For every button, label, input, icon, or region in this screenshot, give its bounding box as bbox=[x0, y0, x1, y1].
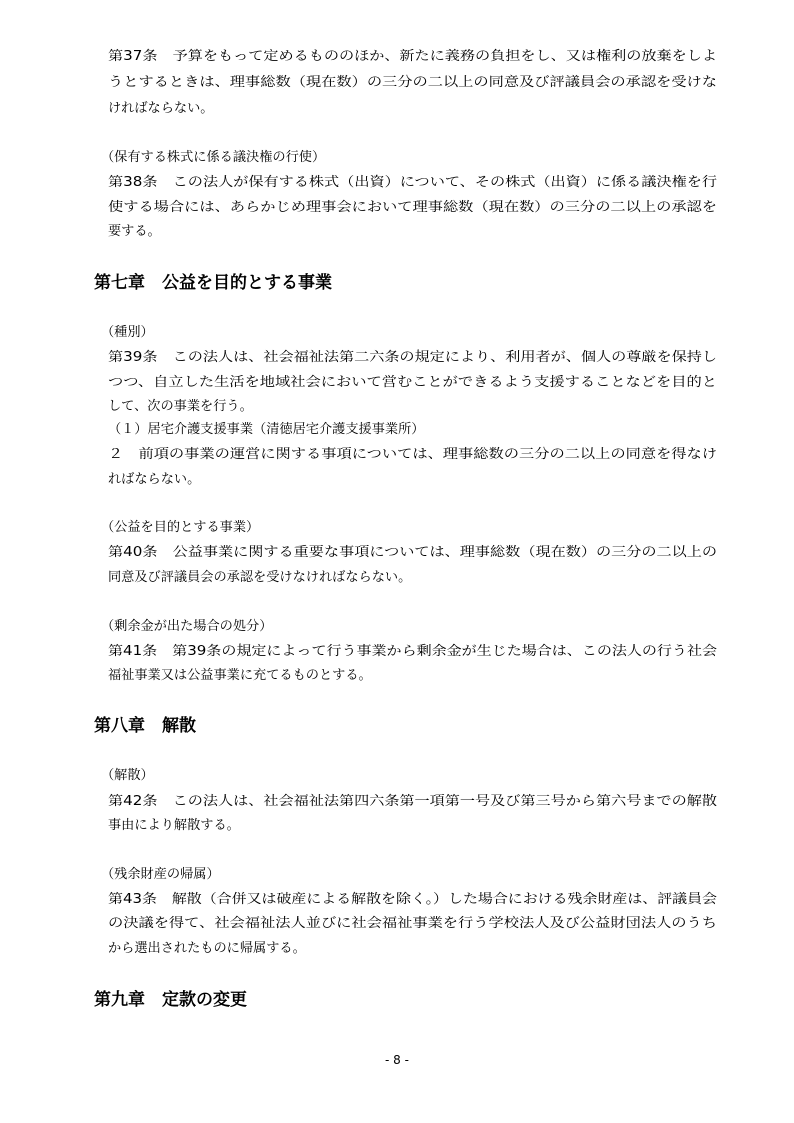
section-heading-voting-rights: （保有する株式に係る議決権の行使） bbox=[101, 150, 326, 165]
article-41-line-1: 第41条 第39条の規定によって行う事業から剰余金が生じた場合は、この法人の行う社会 bbox=[108, 644, 717, 659]
article-37-line-3: ければならない。 bbox=[108, 101, 214, 116]
article-39-line-3: して、次の事業を行う。 bbox=[108, 399, 253, 414]
chapter-7-title: 第七章 公益を目的とする事業 bbox=[94, 273, 332, 293]
section-heading-residual-assets: （残余財産の帰属） bbox=[101, 867, 220, 882]
article-38-line-3: 要する。 bbox=[108, 224, 161, 239]
article-39-item-1: （１）居宅介護支援事業（清徳居宅介護支援事業所） bbox=[108, 422, 425, 437]
article-39-line-1: 第39条 この法人は、社会福祉法第二六条の規定により、利用者が、個人の尊厳を保持し bbox=[108, 350, 717, 365]
article-39-line-2: つつ、自立した生活を地域社会において営むことができるよう支援することなどを目的と bbox=[108, 375, 717, 390]
article-40-line-2: 同意及び評議員会の承認を受けなければならない。 bbox=[108, 570, 412, 585]
article-43-line-3: から選出されたものに帰属する。 bbox=[108, 941, 306, 956]
article-42-line-1: 第42条 この法人は、社会福祉法第四六条第一項第一号及び第三号から第六号までの解散 bbox=[108, 794, 717, 809]
article-40-line-1: 第40条 公益事業に関する重要な事項については、理事総数（現在数）の三分の二以上の bbox=[108, 545, 717, 560]
page-number: - 8 - bbox=[385, 1053, 409, 1067]
chapter-9-title: 第九章 定款の変更 bbox=[94, 990, 247, 1010]
article-43-line-2: の決議を得て、社会福祉法人並びに社会福祉事業を行う学校法人及び公益財団法人のうち bbox=[108, 916, 717, 931]
article-38-line-2: 使する場合には、あらかじめ理事会において理事総数（現在数）の三分の二以上の承認を bbox=[108, 200, 717, 215]
article-38-line-1: 第38条 この法人が保有する株式（出資）について、その株式（出資）に係る議決権を行 bbox=[108, 175, 717, 190]
article-39-para-2-line-1: ２ 前項の事業の運営に関する事項については、理事総数の三分の二以上の同意を得なけ bbox=[108, 447, 717, 462]
article-37-line-1: 第37条 予算をもって定めるもののほか、新たに義務の負担をし、又は権利の放棄をしよ bbox=[108, 49, 717, 64]
section-heading-public-service: （公益を目的とする事業） bbox=[101, 520, 260, 535]
article-41-line-2: 福祉事業又は公益事業に充てるものとする。 bbox=[108, 668, 372, 683]
chapter-8-title: 第八章 解散 bbox=[94, 716, 196, 736]
article-37-line-2: うとするときは、理事総数（現在数）の三分の二以上の同意及び評議員会の承認を受けな bbox=[108, 75, 717, 90]
article-42-line-2: 事由により解散する。 bbox=[108, 818, 240, 833]
section-heading-surplus: （剰余金が出た場合の処分） bbox=[101, 619, 273, 634]
section-heading-dissolution: （解散） bbox=[101, 768, 154, 783]
section-heading-type: （種別） bbox=[101, 325, 154, 340]
article-39-para-2-line-2: ればならない。 bbox=[108, 472, 201, 487]
article-43-line-1: 第43条 解散（合併又は破産による解散を除く。）した場合における残余財産は、評議員会 bbox=[108, 892, 717, 907]
